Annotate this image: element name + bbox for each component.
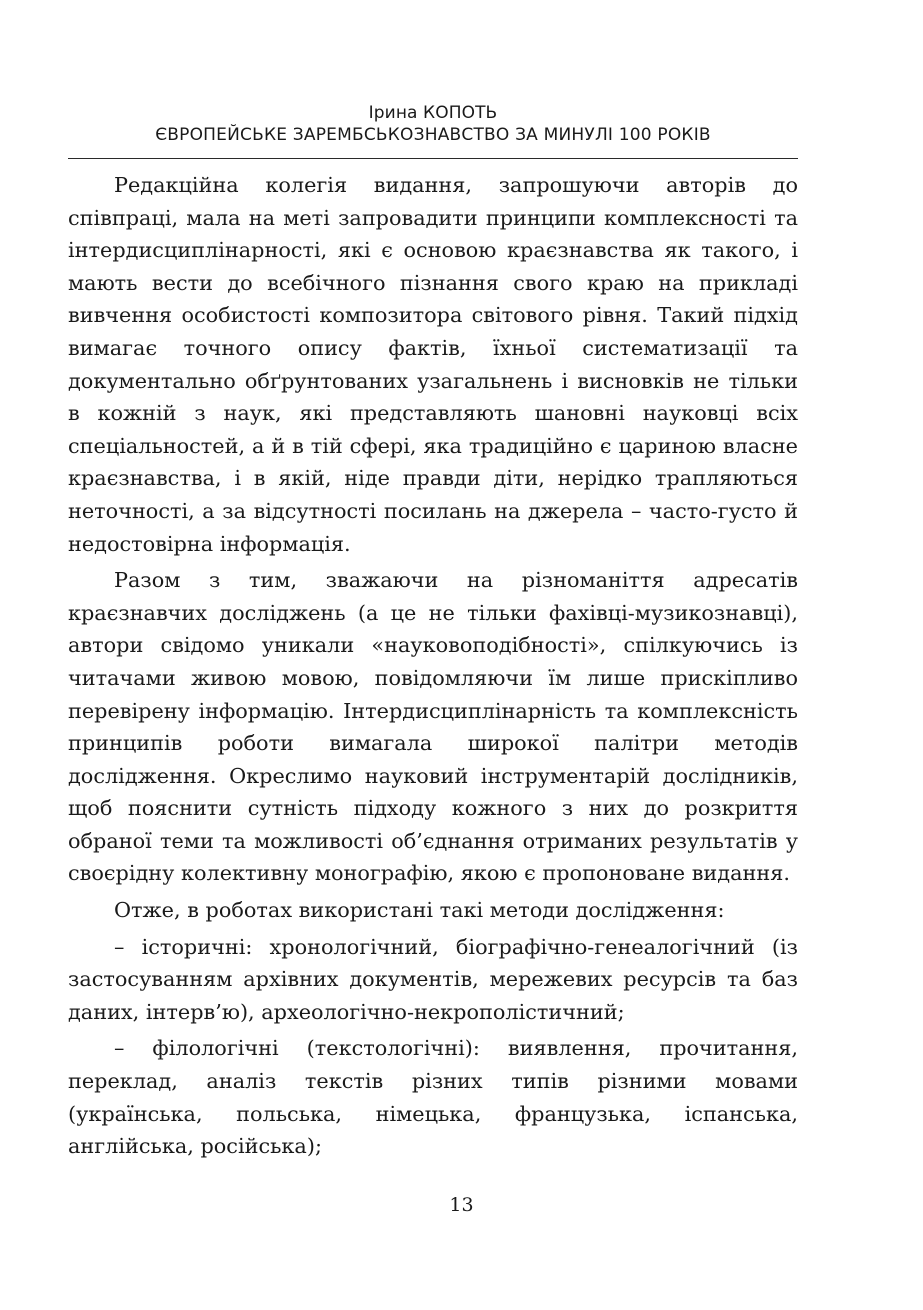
header-divider xyxy=(68,158,798,159)
paragraph: Редакційна колегія видання, запрошуючи авторів до співпраці, мала на меті запровадити принципи комплексності та інтердисциплінарності, які є основою краєзнавства як такого, і мають вести до всебічного пізнання свого краю на прикладі вивчення особистості композитора світового рівня. Такий підхід вимагає точного опису фактів, їхньої систематизації та документально обґрунтованих узагальнень і висновків не тільки в кожній з наук, які представляють шановні науковці всіх спеціальностей, а й в тій сфері, яка традиційно є цариною власне краєзнавства, і в якій, ніде правди діти, нерідко трапляються неточності, а за відсутності посилань на джерела – часто-густо й недостовірна інформація. xyxy=(68,173,798,556)
header-author: Ірина КОПОТЬ xyxy=(368,103,498,123)
paragraph: Разом з тим, зважаючи на різноманіття адресатів краєзнавчих досліджень (а це не тільки фахівці-музикознавці), автори свідомо уникали «науковоподібності», спілкуючись із читачами живою мовою, повідомляючи їм лише прискіпливо перевірену інформацію. Інтердисциплінарність та комплексність принципів роботи вимагала широкої палітри методів дослідження. Окреслимо науковий інструментарій дослідників, щоб пояснити сутність підходу кожного з них до розкриття обраної теми та можливості об’єднання отриманих результатів у своєрідну колективну монографію, якою є пропоноване видання. xyxy=(68,568,798,886)
body-text xyxy=(68,169,798,1163)
list-item: – історичні: хронологічний, біографічно-генеалогічний (із застосуванням архівних документів, мережевих ресурсів та баз даних, інтерв’ю), археологічно-некрополістичний; xyxy=(68,934,798,1024)
list-item: – філологічні (текстологічні): виявлення, прочитання, переклад, аналіз текстів різних типів різними мовами (українська, польська, німецька, французька, іспанська, англійська, російська); xyxy=(68,1036,798,1159)
page-number: 13 xyxy=(449,1194,474,1216)
paragraph: Отже, в роботах використані такі методи дослідження: xyxy=(114,898,725,923)
running-header xyxy=(68,102,798,146)
header-title: ЄВРОПЕЙСЬКЕ ЗАРЕМБСЬКОЗНАВСТВО ЗА МИНУЛІ 100 РОКІВ xyxy=(155,125,711,145)
